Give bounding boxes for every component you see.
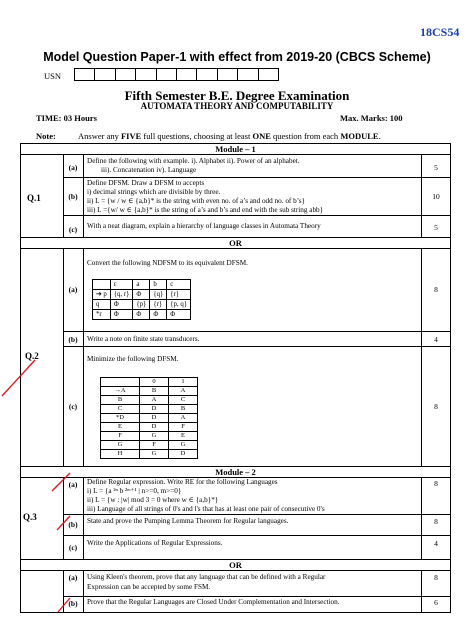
marks-value: 8 — [434, 402, 438, 411]
table-cell: Φ — [133, 310, 150, 320]
note-part: . — [378, 131, 381, 141]
table-cell: {r} — [150, 300, 167, 310]
pen-tick — [57, 516, 70, 530]
max-marks: Max. Marks: 100 — [340, 113, 403, 123]
table-cell: {p} — [133, 300, 150, 310]
table-cell: B — [169, 405, 198, 414]
table-cell: F — [140, 441, 169, 450]
subpart-label: (c) — [68, 225, 78, 234]
table-cell: *r — [93, 310, 111, 320]
note-emph: FIVE — [120, 131, 142, 141]
marks-value: 5 — [434, 223, 438, 232]
note-emph: MODULE — [340, 131, 379, 141]
pen-tick — [2, 360, 35, 396]
table-cell: G — [140, 450, 169, 459]
question-text: State and prove the Pumping Lemma Theorem for Regular languages. — [87, 517, 289, 525]
table-cell: G — [140, 432, 169, 441]
subject-title: AUTOMATA THEORY AND COMPUTABILITY — [140, 101, 334, 111]
module-2-header: Module – 2 — [215, 467, 256, 477]
question-text: Using Kleen's theorem, prove that any language that can be defined with a Regular — [87, 573, 326, 581]
question-text: Convert the following NDFSM to its equivalent DFSM. — [87, 259, 248, 267]
table-cell: q — [93, 300, 111, 310]
table-cell: F — [169, 423, 198, 432]
table-cell: B — [140, 387, 169, 396]
table-cell: Φ — [110, 300, 133, 310]
question-number: Q.1 — [27, 193, 41, 203]
subpart-label: (c) — [68, 543, 78, 552]
question-text: Define the following with example. i). Alphabet ii). Power of an alphabet. — [87, 157, 300, 165]
table-cell: Φ — [167, 310, 191, 320]
table-cell: G — [169, 441, 198, 450]
table-cell: {r} — [167, 290, 191, 300]
marks-value: 8 — [434, 517, 438, 526]
question-number: Q.2 — [25, 351, 39, 361]
table-cell: *D — [101, 414, 140, 423]
question-text: Define Regular expression. Write RE for the following Languages — [87, 478, 278, 486]
table-cell: D — [140, 423, 169, 432]
question-text: Write a note on finite state transducers. — [87, 335, 200, 343]
table-cell: →A — [101, 387, 140, 396]
table-cell: C — [169, 396, 198, 405]
or-divider: OR — [229, 560, 242, 570]
subpart-label: (b) — [68, 599, 78, 608]
table-cell: D — [140, 405, 169, 414]
question-text: Prove that the Regular Languages are Closed Under Complementation and Intersection. — [87, 598, 340, 606]
subpart-label: (a) — [68, 480, 78, 489]
table-cell: Φ — [150, 310, 167, 320]
question-text: Minimize the following DFSM. — [87, 355, 179, 363]
table-cell: Φ — [110, 310, 133, 320]
question-text: ii) L = {w : |w| mod 3 = 0 where w ∈ {a,b}*} — [87, 496, 219, 504]
question-text: iii) Language of all strings of 0's and l's that has at least one pair of consecutive 0's — [87, 505, 325, 513]
table-cell: C — [101, 405, 140, 414]
table-cell: Φ — [133, 290, 150, 300]
table-cell: E — [169, 432, 198, 441]
subpart-label: (b) — [68, 335, 78, 344]
subpart-label: (b) — [68, 520, 78, 529]
subpart-label: (a) — [68, 163, 78, 172]
subpart-label: (a) — [68, 573, 78, 582]
subpart-label: (a) — [68, 285, 78, 294]
table-cell: ➔ p — [93, 290, 111, 300]
marks-value: 8 — [434, 479, 438, 488]
course-code: 18CS54 — [420, 25, 460, 39]
table-cell: c — [167, 280, 191, 290]
marks-value: 5 — [434, 163, 438, 172]
subpart-label: (c) — [68, 402, 78, 411]
question-text: i) decimal strings which are divisible by three. — [87, 188, 221, 196]
note-emph: ONE — [252, 131, 271, 141]
note-part: question from each — [270, 131, 341, 141]
question-text: Expression can be accepted by some FSM. — [87, 583, 211, 591]
marks-value: 4 — [434, 539, 438, 548]
note-label: Note: — [36, 131, 56, 141]
exam-time: TIME: 03 Hours — [36, 113, 97, 123]
table-cell: 1 — [169, 378, 198, 387]
pen-tick — [58, 598, 70, 612]
table-cell: D — [140, 414, 169, 423]
question-text: Define DFSM. Draw a DFSM to accepts — [87, 179, 205, 187]
question-text: iii). Concatenation iv). Language — [101, 166, 197, 174]
table-cell: ε — [110, 280, 133, 290]
table-cell: {q} — [150, 290, 167, 300]
or-divider: OR — [229, 238, 242, 248]
question-text: i) L = {a ²ⁿ b ²ᵐ⁺¹ | n>=0, m>=0} — [87, 487, 182, 495]
table-cell: {p, q} — [167, 300, 191, 310]
table-cell: {q, r} — [110, 290, 133, 300]
question-text: With a neat diagram, explain a hierarchy of language classes in Automata Theory — [87, 222, 321, 230]
marks-value: 8 — [434, 573, 438, 582]
note-part: Answer any — [78, 131, 121, 141]
table-cell: b — [150, 280, 167, 290]
table-cell: a — [133, 280, 150, 290]
question-text: iii) L ={w/ w ∈ {a,b}* is the string of a’s and b’s and end with the sub string abb} — [87, 206, 324, 214]
table-cell: A — [169, 387, 198, 396]
pen-tick — [52, 473, 70, 491]
table-cell: 0 — [140, 378, 169, 387]
subpart-label: (b) — [68, 192, 78, 201]
table-cell: A — [140, 396, 169, 405]
table-cell: B — [101, 396, 140, 405]
question-text: ii) L = {w / w ∈ {a,b}* is the string with even no. of a’s and odd no. of b’s} — [87, 197, 305, 205]
usn-label: USN — [44, 71, 62, 81]
table-cell: F — [101, 432, 140, 441]
question-number: Q.3 — [23, 512, 37, 522]
marks-value: 10 — [432, 192, 440, 201]
module-1-header: Module – 1 — [215, 144, 256, 154]
exam-title: Fifth Semester B.E. Degree Examination — [124, 88, 350, 103]
marks-value: 6 — [434, 598, 438, 607]
table-cell: D — [169, 450, 198, 459]
paper-title: Model Question Paper-1 with effect from 2019-20 (CBCS Scheme) — [43, 50, 431, 64]
note-part: full questions, choosing at least — [141, 131, 253, 141]
table-cell: H — [101, 450, 140, 459]
table-cell: E — [101, 423, 140, 432]
marks-value: 4 — [434, 335, 438, 344]
table-cell: G — [101, 441, 140, 450]
marks-value: 8 — [434, 285, 438, 294]
question-text: Write the Applications of Regular Expressions. — [87, 539, 223, 547]
table-cell: A — [169, 414, 198, 423]
